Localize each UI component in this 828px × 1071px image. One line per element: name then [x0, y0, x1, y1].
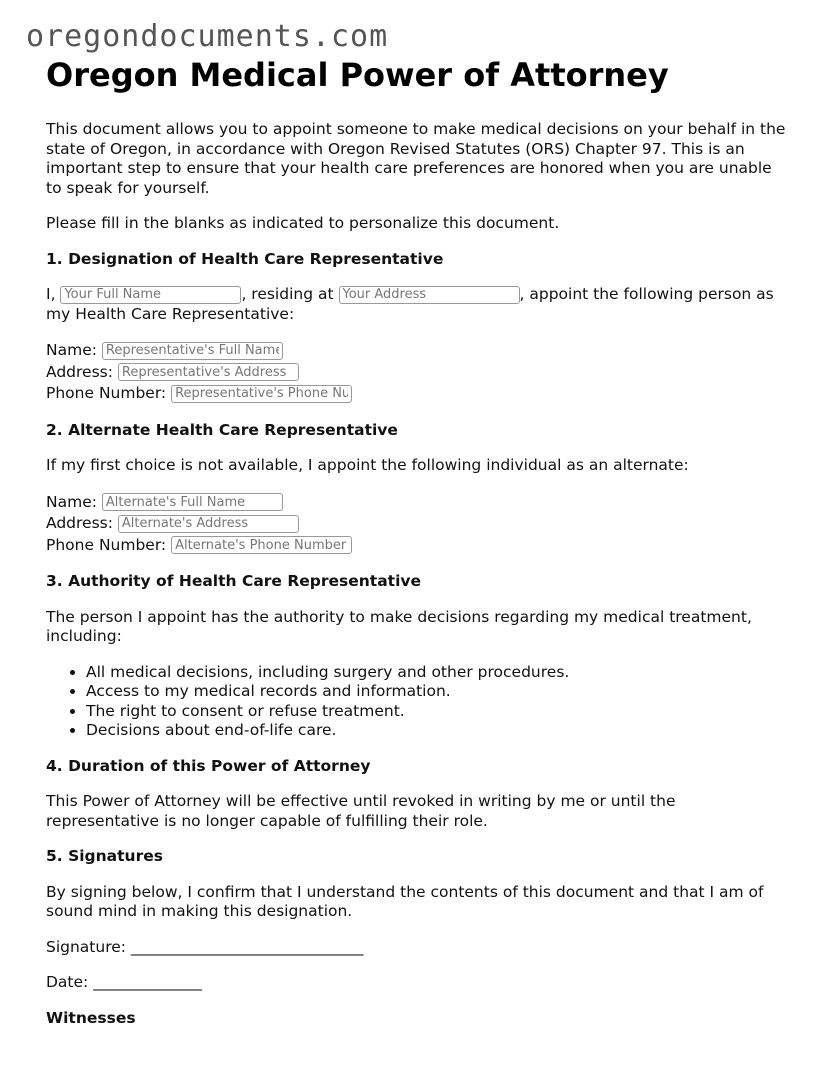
- section5-heading: 5. Signatures: [46, 847, 163, 866]
- alt-name-label: Name:: [46, 492, 97, 511]
- rep-phone-row: [46, 383, 791, 405]
- signature-line: Signature: ______________________________: [46, 937, 364, 956]
- date-line: Date: ______________: [46, 973, 202, 992]
- alternate-paragraph: If my first choice is not available, I appoint the following individual as an alternate:: [46, 456, 689, 475]
- instructions-paragraph: Please fill in the blanks as indicated to personalize this document.: [46, 214, 560, 233]
- rep-address-row: [46, 362, 791, 384]
- rep-name-label: Name:: [46, 341, 97, 360]
- your-address-input[interactable]: [339, 286, 520, 304]
- rep-phone-label: Phone Number:: [46, 384, 167, 403]
- rep-phone-input[interactable]: [171, 385, 352, 403]
- alt-phone-label: Phone Number:: [46, 535, 167, 554]
- authority-paragraph: The person I appoint has the authority to make decisions regarding my medical treatment, including:: [46, 607, 752, 646]
- page-title: Oregon Medical Power of Attorney: [46, 56, 669, 94]
- section3-heading: 3. Authority of Health Care Representative: [46, 572, 422, 591]
- authority-list: [46, 663, 791, 741]
- witnesses-heading: Witnesses: [46, 1008, 136, 1027]
- your-full-name-input[interactable]: [60, 286, 241, 304]
- section2-heading: 2. Alternate Health Care Representative: [46, 420, 398, 439]
- document-page: [46, 56, 791, 1044]
- designation-residing: , residing at: [241, 285, 334, 304]
- list-item: • The right to consent or refuse treatment.: [86, 702, 791, 722]
- representative-fields: [46, 340, 791, 405]
- list-item: • Decisions about end-of-life care.: [86, 721, 791, 741]
- alt-address-label: Address:: [46, 514, 113, 533]
- section1-heading: 1. Designation of Health Care Representative: [46, 249, 444, 268]
- designation-sentence: [46, 285, 791, 324]
- signatures-paragraph: By signing below, I confirm that I understand the contents of this document and that I am of sound mind in making this designation.: [46, 882, 764, 921]
- intro-paragraph: This document allows you to appoint someone to make medical decisions on your behalf in the state of Oregon, in accordance with Oregon Revised Statutes (ORS) Chapter 97. This is an important step to ensure that your health care preferences are honored when you are unable to speak for yourself.: [46, 120, 786, 197]
- rep-address-input[interactable]: [118, 363, 299, 381]
- alt-phone-input[interactable]: [171, 536, 352, 554]
- alt-name-input[interactable]: [102, 493, 283, 511]
- alt-address-row: [46, 513, 791, 535]
- alternate-fields: [46, 492, 791, 557]
- designation-prefix: I,: [46, 285, 56, 304]
- rep-address-label: Address:: [46, 362, 113, 381]
- section4-heading: 4. Duration of this Power of Attorney: [46, 756, 371, 775]
- rep-name-input[interactable]: [102, 342, 283, 360]
- list-item: • Access to my medical records and information.: [86, 682, 791, 702]
- rep-name-row: [46, 340, 791, 362]
- site-watermark: oregondocuments.com: [26, 19, 389, 54]
- alt-phone-row: [46, 535, 791, 557]
- alt-address-input[interactable]: [118, 515, 299, 533]
- alt-name-row: [46, 492, 791, 514]
- designation-suffix: , appoint the following person as my Health Care Representative:: [46, 285, 774, 323]
- list-item: • All medical decisions, including surgery and other procedures.: [86, 663, 791, 683]
- duration-paragraph: This Power of Attorney will be effective until revoked in writing by me or until the representative is no longer capable of fulfilling their role.: [46, 792, 676, 830]
